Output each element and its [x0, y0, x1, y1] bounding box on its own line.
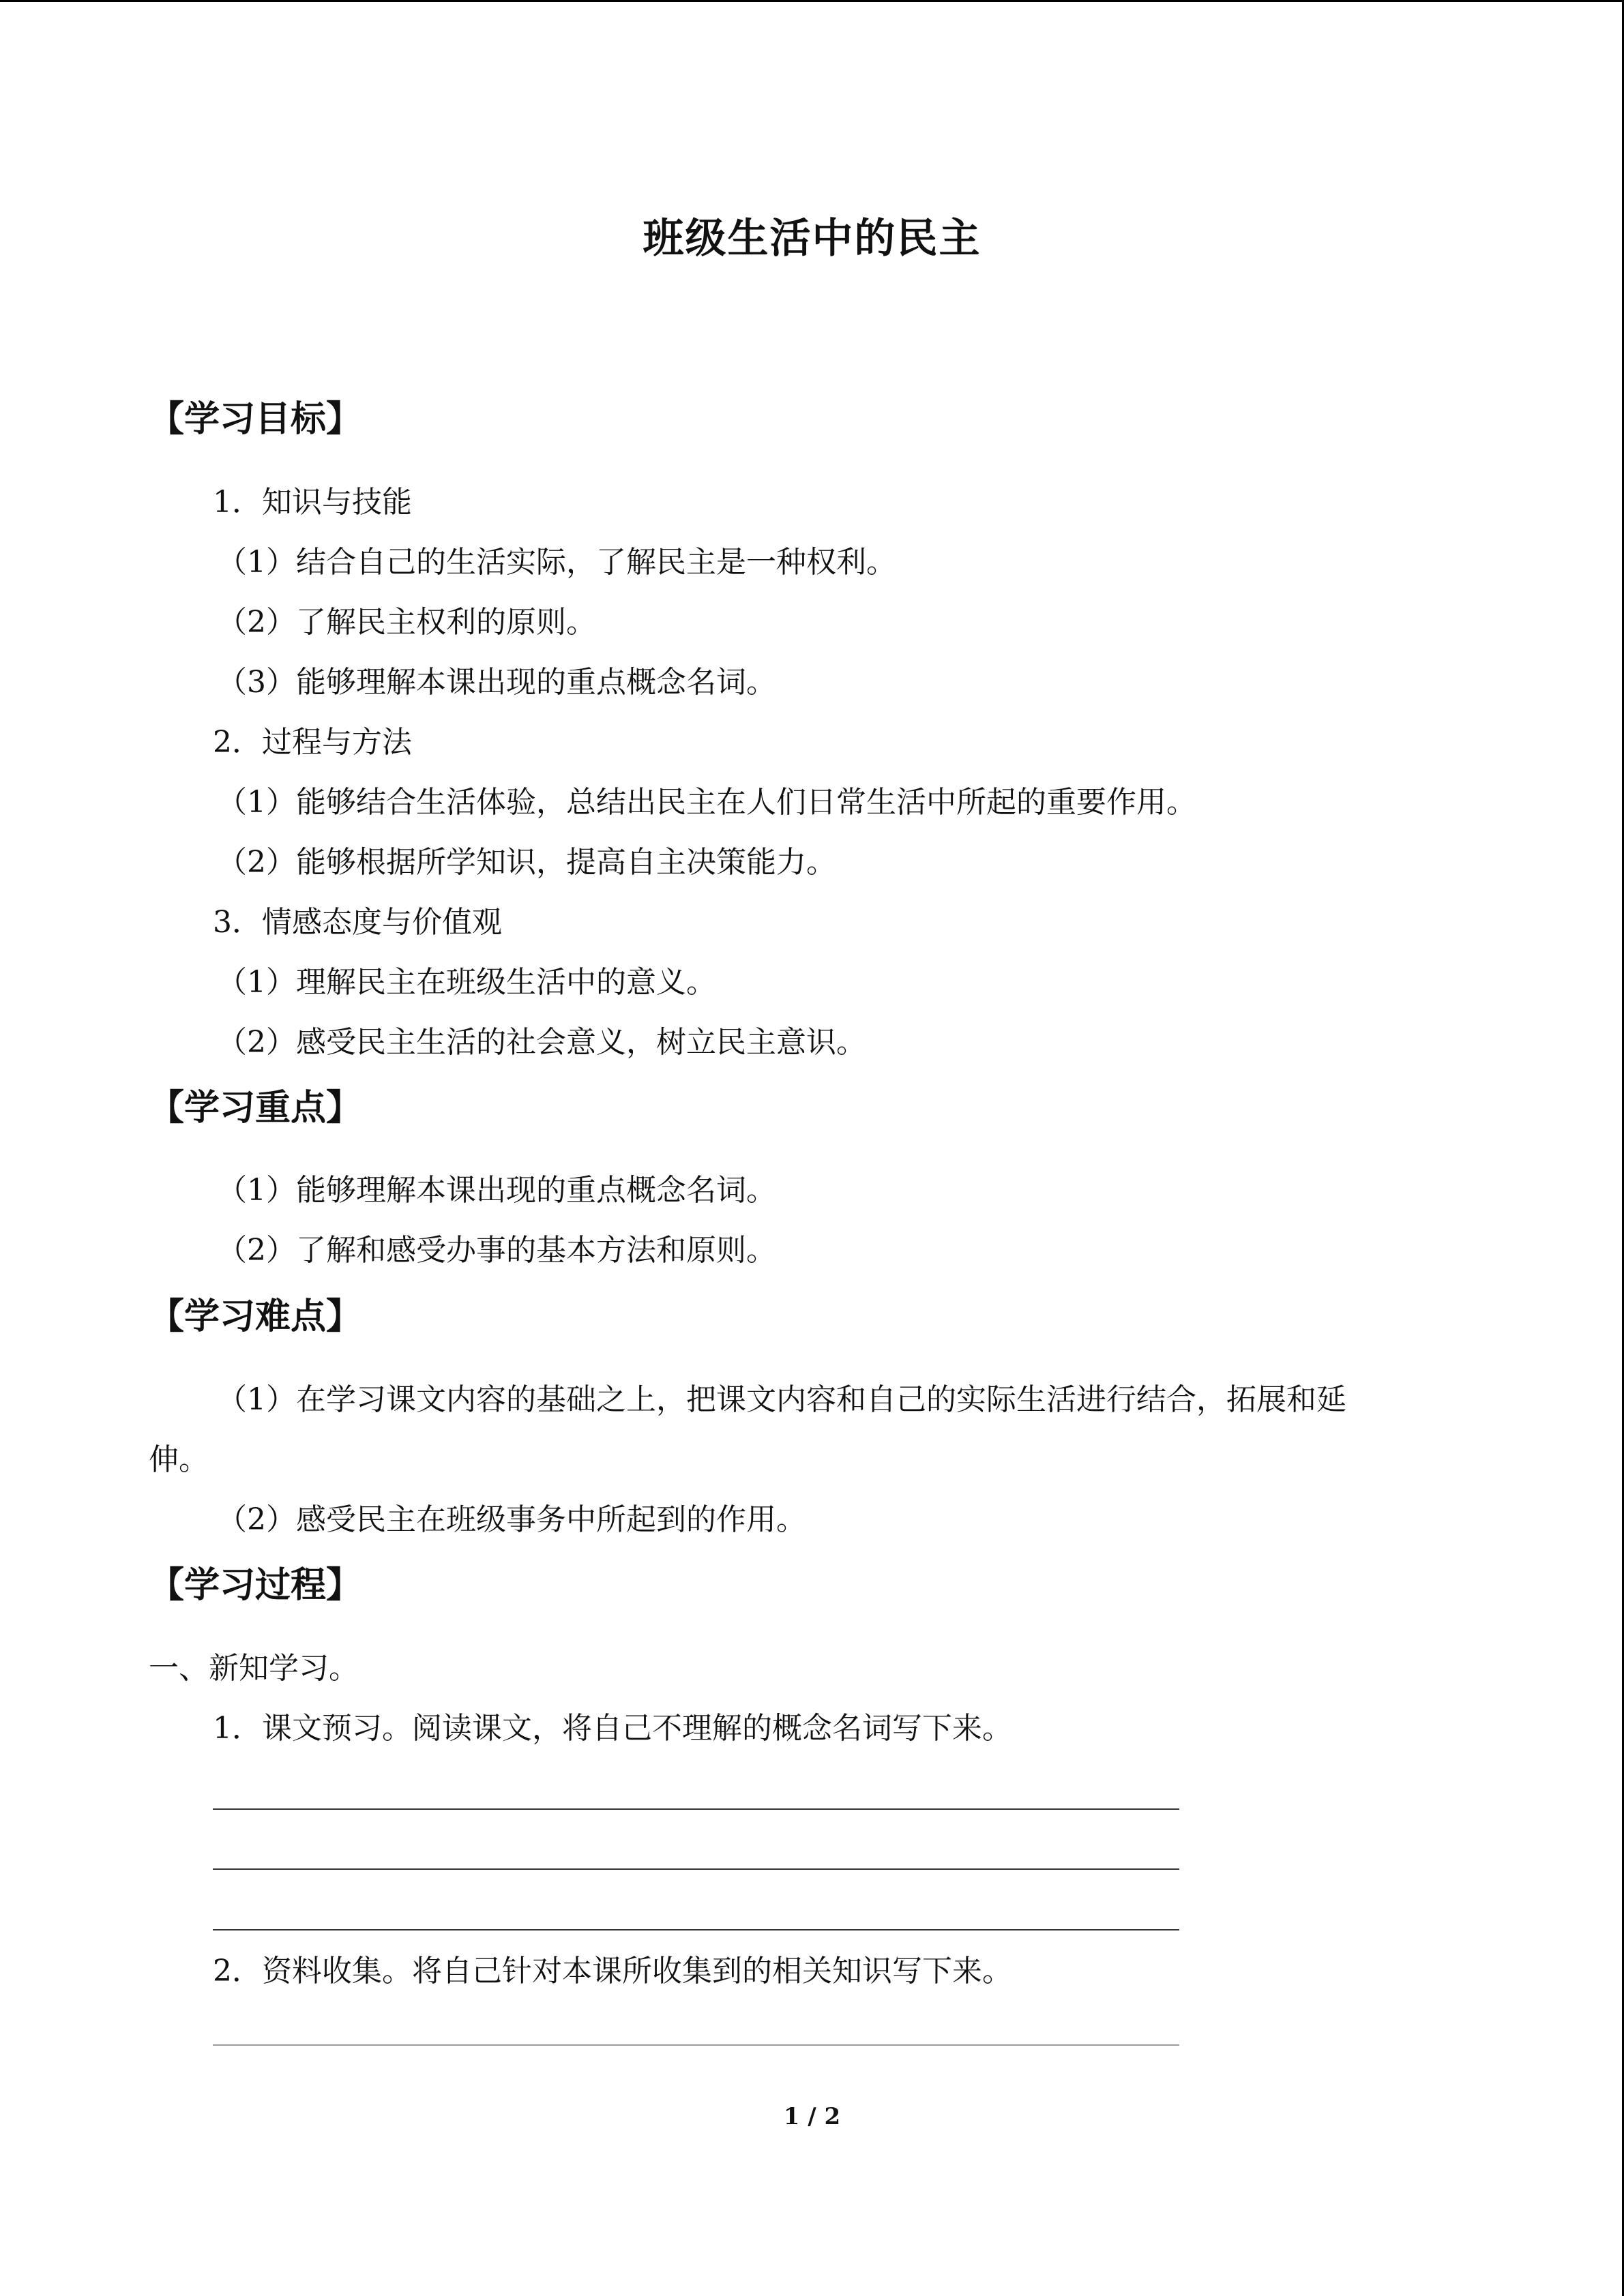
- difficulty-line: （1）在学习课文内容的基础之上，把课文内容和自己的实际生活进行结合，拓展和延: [217, 1382, 1346, 1417]
- objective-line: （1）理解民主在班级生活中的意义。: [217, 965, 716, 1000]
- objective-line: （1）能够结合生活体验，总结出民主在人们日常生活中所起的重要作用。: [217, 785, 1196, 820]
- objective-line: （2）能够根据所学知识，提高自主决策能力。: [217, 845, 836, 880]
- objective-line: 3．情感态度与价值观: [213, 905, 502, 940]
- heading-learning-process: 【学习过程】: [149, 1565, 362, 1606]
- objective-line: （1）结合自己的生活实际，了解民主是一种权利。: [217, 545, 896, 580]
- page-number: 1 / 2: [783, 2103, 841, 2130]
- process-part-one: 一、新知学习。: [149, 1651, 359, 1686]
- task-preview: 1．课文预习。阅读课文，将自己不理解的概念名词写下来。: [213, 1711, 1012, 1746]
- task-material-collection: 2．资料收集。将自己针对本课所收集到的相关知识写下来。: [213, 1954, 1012, 1988]
- heading-key-points: 【学习重点】: [149, 1088, 362, 1129]
- answer-line[interactable]: [213, 1868, 1179, 1870]
- difficulty-line-continuation: 伸。: [149, 1442, 209, 1477]
- difficulty-line: （2）感受民主在班级事务中所起到的作用。: [217, 1502, 806, 1537]
- objective-line: （3）能够理解本课出现的重点概念名词。: [217, 665, 776, 700]
- page-border-top: [0, 0, 1624, 2]
- answer-line[interactable]: [213, 2044, 1179, 2046]
- key-point-line: （1）能够理解本课出现的重点概念名词。: [217, 1173, 776, 1208]
- key-point-line: （2）了解和感受办事的基本方法和原则。: [217, 1233, 776, 1268]
- objective-line: 2．过程与方法: [213, 725, 412, 760]
- objective-line: （2）感受民主生活的社会意义，树立民主意识。: [217, 1025, 866, 1060]
- heading-learning-objectives: 【学习目标】: [149, 399, 362, 440]
- heading-difficulties: 【学习难点】: [149, 1296, 362, 1337]
- objective-line: （2）了解民主权利的原则。: [217, 605, 596, 640]
- page-title: 班级生活中的民主: [643, 215, 981, 263]
- objective-line: 1．知识与技能: [213, 485, 412, 520]
- answer-line[interactable]: [213, 1929, 1179, 1930]
- answer-line[interactable]: [213, 1808, 1179, 1810]
